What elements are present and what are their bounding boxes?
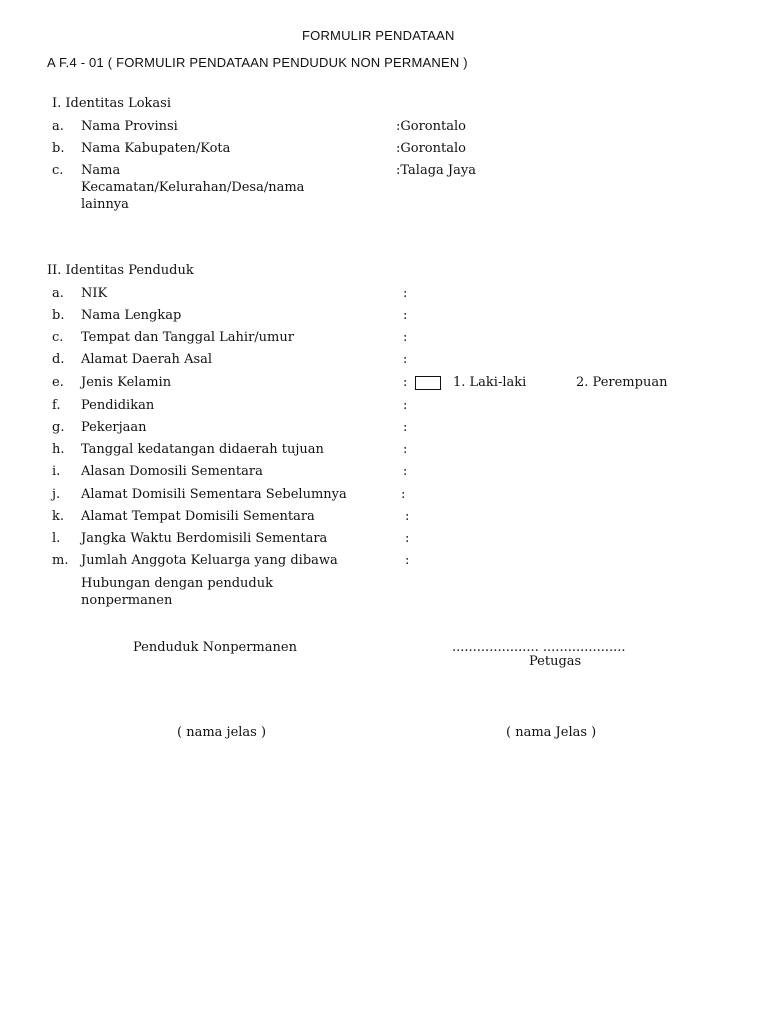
signature-right-dots: ..................... .................... xyxy=(452,640,626,655)
row-label: Alamat Daerah Asal xyxy=(81,352,213,367)
form-title: FORMULIR PENDATAAN xyxy=(302,28,455,43)
row-colon: : xyxy=(403,330,408,345)
row-letter: k. xyxy=(52,509,65,524)
row-letter: d. xyxy=(52,352,65,367)
row-label: Tempat dan Tanggal Lahir/umur xyxy=(81,330,294,345)
signature-left-title: Penduduk Nonpermanen xyxy=(133,640,297,655)
row-value: :Gorontalo xyxy=(396,119,466,134)
row-letter: j. xyxy=(52,487,61,502)
row-colon: : xyxy=(405,553,410,568)
row-colon: : xyxy=(405,531,410,546)
signature-right-title: Petugas xyxy=(529,654,582,669)
row-colon: : xyxy=(403,420,408,435)
signature-right-name: ( nama Jelas ) xyxy=(506,725,597,740)
row-colon: : xyxy=(405,509,410,524)
row-letter: f. xyxy=(52,398,61,413)
section-2-heading: II. Identitas Penduduk xyxy=(47,263,194,278)
row-label: Pendidikan xyxy=(81,398,155,413)
row-label: Nama Provinsi xyxy=(81,119,178,134)
row-colon: : xyxy=(403,375,408,390)
row-colon: : xyxy=(403,398,408,413)
row-label: NIK xyxy=(81,286,108,301)
row-colon: : xyxy=(403,308,408,323)
gender-option-male: 1. Laki-laki xyxy=(453,375,527,390)
row-colon: : xyxy=(401,487,406,502)
row-label: Nama Lengkap xyxy=(81,308,182,323)
row-colon: : xyxy=(403,352,408,367)
row-label: Tanggal kedatangan didaerah tujuan xyxy=(81,442,324,457)
row-letter: i. xyxy=(52,464,61,479)
row-label-line-2: nonpermanen xyxy=(81,593,173,608)
row-label: Jumlah Anggota Keluarga yang dibawa xyxy=(81,553,338,568)
row-letter: a. xyxy=(52,286,64,301)
row-letter: h. xyxy=(52,442,65,457)
row-label: Alamat Domisili Sementara Sebelumnya xyxy=(81,487,347,502)
gender-checkbox[interactable] xyxy=(415,376,441,390)
row-letter: c. xyxy=(52,163,64,178)
row-label: Nama Kabupaten/Kota xyxy=(81,141,231,156)
row-label: Alamat Tempat Domisili Sementara xyxy=(81,509,315,524)
form-subtitle: A F.4 - 01 ( FORMULIR PENDATAAN PENDUDUK NON PERMANEN ) xyxy=(47,55,468,70)
row-letter: l. xyxy=(52,531,61,546)
row-label-line-1: Nama xyxy=(81,163,121,178)
row-colon: : xyxy=(403,464,408,479)
row-letter: a. xyxy=(52,119,64,134)
row-letter: m. xyxy=(52,553,69,568)
row-letter: e. xyxy=(52,375,64,390)
signature-left-name: ( nama jelas ) xyxy=(177,725,267,740)
section-1-heading: I. Identitas Lokasi xyxy=(52,96,171,111)
row-label-line-1: Hubungan dengan penduduk xyxy=(81,576,273,591)
row-label: Jenis Kelamin xyxy=(81,375,172,390)
row-letter: b. xyxy=(52,308,65,323)
row-letter: b. xyxy=(52,141,65,156)
row-label: Jangka Waktu Berdomisili Sementara xyxy=(81,531,328,546)
row-value: :Talaga Jaya xyxy=(396,163,476,178)
row-letter: c. xyxy=(52,330,64,345)
row-letter: g. xyxy=(52,420,65,435)
row-label: Pekerjaan xyxy=(81,420,147,435)
row-label: Alasan Domosili Sementara xyxy=(81,464,263,479)
row-label-line-3: lainnya xyxy=(81,197,129,212)
row-colon: : xyxy=(403,442,408,457)
row-colon: : xyxy=(403,286,408,301)
row-value: :Gorontalo xyxy=(396,141,466,156)
row-label-line-2: Kecamatan/Kelurahan/Desa/nama xyxy=(81,180,305,195)
gender-option-female: 2. Perempuan xyxy=(576,375,668,390)
